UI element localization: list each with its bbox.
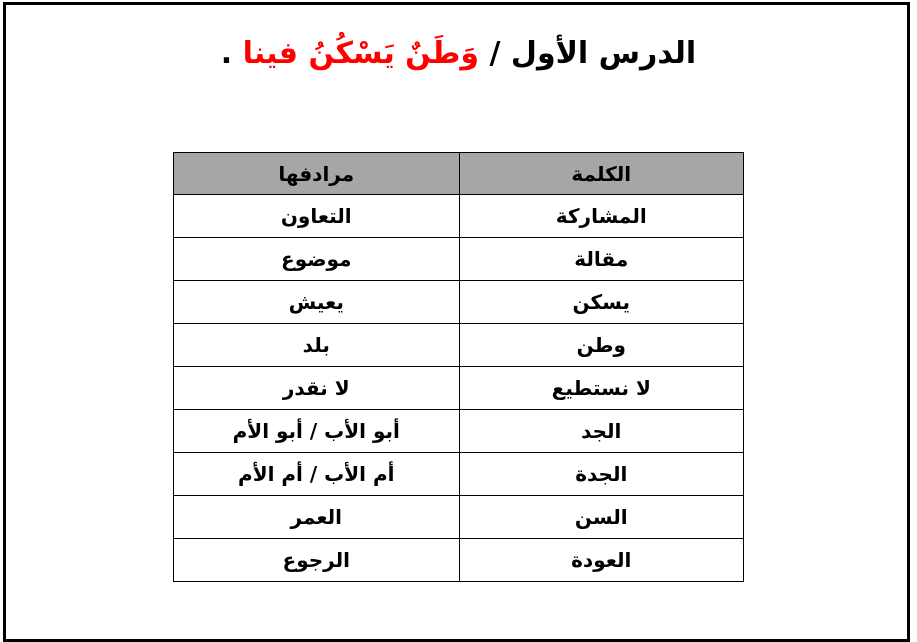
- synonym-cell: يعيش: [174, 281, 460, 324]
- synonym-cell: الرجوع: [174, 539, 460, 582]
- lesson-title-accent: وَطَنٌ يَسْكُنُ فينا: [242, 36, 480, 71]
- synonym-cell: بلد: [174, 324, 460, 367]
- lesson-title: [0, 32, 917, 76]
- header-synonym: مرادفها: [174, 153, 460, 195]
- word-cell: المشاركة: [459, 195, 743, 238]
- table-row: [174, 410, 744, 453]
- lesson-title-suffix: .: [220, 36, 233, 71]
- word-cell: العودة: [459, 539, 743, 582]
- table-header-row: [174, 153, 744, 195]
- synonym-cell: أبو الأب / أبو الأم: [174, 410, 460, 453]
- synonym-cell: لا نقدر: [174, 367, 460, 410]
- synonym-cell: العمر: [174, 496, 460, 539]
- table-row: [174, 453, 744, 496]
- word-cell: يسكن: [459, 281, 743, 324]
- table-row: [174, 238, 744, 281]
- vocabulary-table: [173, 152, 744, 582]
- word-cell: السن: [459, 496, 743, 539]
- word-cell: مقالة: [459, 238, 743, 281]
- table-row: [174, 324, 744, 367]
- table-row: [174, 195, 744, 238]
- table-row: [174, 496, 744, 539]
- word-cell: وطن: [459, 324, 743, 367]
- table-row: [174, 281, 744, 324]
- word-cell: الجدة: [459, 453, 743, 496]
- table-row: [174, 539, 744, 582]
- synonym-cell: التعاون: [174, 195, 460, 238]
- word-cell: الجد: [459, 410, 743, 453]
- lesson-title-prefix: الدرس الأول /: [489, 36, 697, 71]
- word-cell: لا نستطيع: [459, 367, 743, 410]
- synonym-cell: أم الأب / أم الأم: [174, 453, 460, 496]
- table-row: [174, 367, 744, 410]
- header-word: الكلمة: [459, 153, 743, 195]
- synonym-cell: موضوع: [174, 238, 460, 281]
